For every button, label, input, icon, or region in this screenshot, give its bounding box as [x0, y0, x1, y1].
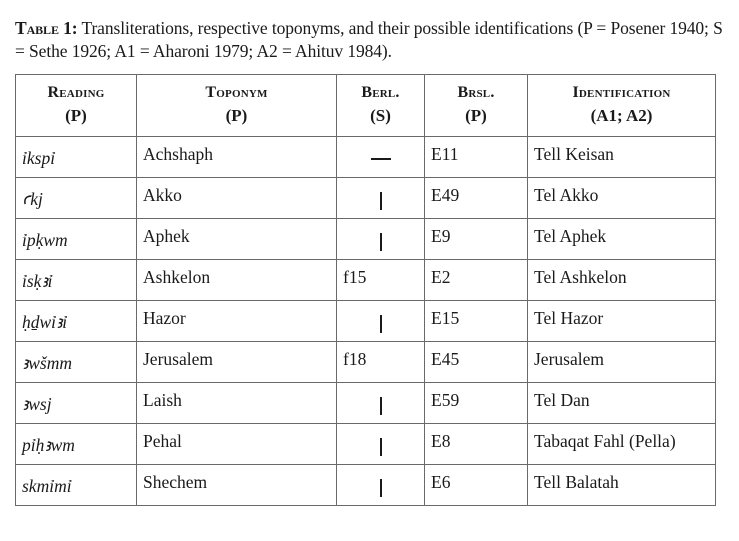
identification-cell	[528, 301, 716, 342]
identification-cell-text: Tell Keisan	[534, 144, 614, 164]
header-sub: (A1; A2)	[590, 106, 653, 125]
identification-cell-text: Tel Hazor	[534, 308, 604, 328]
table-row	[16, 424, 716, 465]
reading-cell-text: pỉḥꜣwm	[22, 435, 75, 455]
table-row	[16, 260, 716, 301]
reading-cell-text: ꜥkj	[22, 189, 43, 209]
reading-cell-text: skmỉmỉ	[22, 476, 72, 496]
berl-cell-text: f18	[343, 349, 367, 369]
header-berl	[337, 75, 425, 137]
reading-cell-text: ḥḏwỉꜣỉ	[22, 312, 68, 332]
brsl-cell-text: E11	[431, 144, 459, 164]
berl-cell	[337, 342, 425, 383]
table-row	[16, 137, 716, 178]
identification-cell	[528, 424, 716, 465]
reading-cell	[16, 260, 137, 301]
header-sub: (P)	[465, 106, 487, 125]
berl-cell	[337, 219, 425, 260]
brsl-cell	[425, 301, 528, 342]
berl-cell	[337, 301, 425, 342]
toponym-cell	[137, 219, 337, 260]
toponym-cell-text: Akko	[143, 185, 182, 205]
toponym-table	[15, 74, 716, 506]
brsl-cell	[425, 137, 528, 178]
header-title: Berl.	[361, 84, 400, 101]
header-reading	[16, 75, 137, 137]
reading-cell	[16, 424, 137, 465]
table-row	[16, 178, 716, 219]
berl-cell	[337, 424, 425, 465]
empty-mark	[380, 192, 382, 210]
toponym-cell	[137, 260, 337, 301]
brsl-cell-text: E49	[431, 185, 460, 205]
header-sub: (S)	[370, 106, 391, 125]
toponym-cell-text: Shechem	[143, 472, 208, 492]
table-row	[16, 465, 716, 506]
brsl-cell-text: E8	[431, 431, 451, 451]
caption-text: Transliterations, respective toponyms, and their possible identifications (P = Posener 1940; S = Sethe 1926; A1 = Aharoni 1979; A2 = Ahituv 1984).	[15, 18, 723, 61]
berl-cell-text: f15	[343, 267, 367, 287]
brsl-cell	[425, 383, 528, 424]
header-title: Toponym	[205, 84, 268, 101]
brsl-cell-text: E6	[431, 472, 451, 492]
brsl-cell-text: E45	[431, 349, 460, 369]
brsl-cell-text: E2	[431, 267, 451, 287]
header-row	[16, 75, 716, 137]
toponym-cell	[137, 178, 337, 219]
identification-cell-text: Jerusalem	[534, 349, 604, 369]
table-row	[16, 342, 716, 383]
toponym-cell-text: Aphek	[143, 226, 190, 246]
empty-mark	[380, 479, 382, 497]
reading-cell	[16, 178, 137, 219]
toponym-cell	[137, 383, 337, 424]
identification-cell	[528, 219, 716, 260]
toponym-cell-text: Laish	[143, 390, 182, 410]
toponym-cell-text: Achshaph	[143, 144, 213, 164]
header-brsl	[425, 75, 528, 137]
identification-cell-text: Tell Balatah	[534, 472, 619, 492]
toponym-cell-text: Hazor	[143, 308, 186, 328]
empty-mark	[380, 397, 382, 415]
brsl-cell-text: E15	[431, 308, 460, 328]
berl-cell	[337, 465, 425, 506]
berl-cell	[337, 383, 425, 424]
toponym-cell	[137, 301, 337, 342]
caption-label: Table 1:	[15, 18, 78, 38]
toponym-cell	[137, 342, 337, 383]
brsl-cell	[425, 342, 528, 383]
identification-cell-text: Tel Aphek	[534, 226, 607, 246]
table-row	[16, 301, 716, 342]
reading-cell	[16, 465, 137, 506]
toponym-cell	[137, 465, 337, 506]
table-row	[16, 219, 716, 260]
toponym-cell	[137, 424, 337, 465]
identification-cell	[528, 465, 716, 506]
empty-mark	[380, 438, 382, 456]
reading-cell	[16, 383, 137, 424]
identification-cell	[528, 178, 716, 219]
brsl-cell	[425, 178, 528, 219]
brsl-cell	[425, 219, 528, 260]
berl-cell	[337, 260, 425, 301]
header-title: Identification	[572, 84, 671, 101]
toponym-cell	[137, 137, 337, 178]
table-body	[16, 137, 716, 506]
identification-cell-text: Tel Akko	[534, 185, 599, 205]
berl-cell	[337, 137, 425, 178]
reading-cell-text: ỉsḳꜣỉ	[22, 271, 53, 291]
toponym-cell-text: Pehal	[143, 431, 182, 451]
dash-mark	[371, 158, 391, 160]
identification-cell	[528, 383, 716, 424]
empty-mark	[380, 233, 382, 251]
identification-cell	[528, 137, 716, 178]
reading-cell	[16, 137, 137, 178]
reading-cell-text: ꜣwsj	[22, 394, 52, 414]
reading-cell-text: ỉpḳwm	[22, 230, 68, 250]
header-sub: (P)	[225, 106, 248, 125]
berl-cell	[337, 178, 425, 219]
reading-cell	[16, 301, 137, 342]
reading-cell-text: ỉkspỉ	[22, 148, 56, 168]
empty-mark	[380, 315, 382, 333]
table-row	[16, 383, 716, 424]
identification-cell-text: Tabaqat Fahl (Pella)	[534, 431, 676, 451]
reading-cell	[16, 219, 137, 260]
header-title: Reading	[47, 84, 105, 101]
identification-cell-text: Tel Dan	[534, 390, 590, 410]
brsl-cell-text: E59	[431, 390, 460, 410]
header-toponym	[137, 75, 337, 137]
identification-cell	[528, 260, 716, 301]
brsl-cell	[425, 424, 528, 465]
header-title: Brsl.	[457, 84, 495, 101]
brsl-cell	[425, 260, 528, 301]
reading-cell	[16, 342, 137, 383]
header-sub: (P)	[65, 106, 87, 125]
header-identification	[528, 75, 716, 137]
brsl-cell	[425, 465, 528, 506]
reading-cell-text: ꜣwšmm	[22, 353, 72, 373]
toponym-cell-text: Jerusalem	[143, 349, 213, 369]
brsl-cell-text: E9	[431, 226, 451, 246]
toponym-cell-text: Ashkelon	[143, 267, 211, 287]
table-caption	[15, 17, 727, 63]
identification-cell-text: Tel Ashkelon	[534, 267, 627, 287]
identification-cell	[528, 342, 716, 383]
